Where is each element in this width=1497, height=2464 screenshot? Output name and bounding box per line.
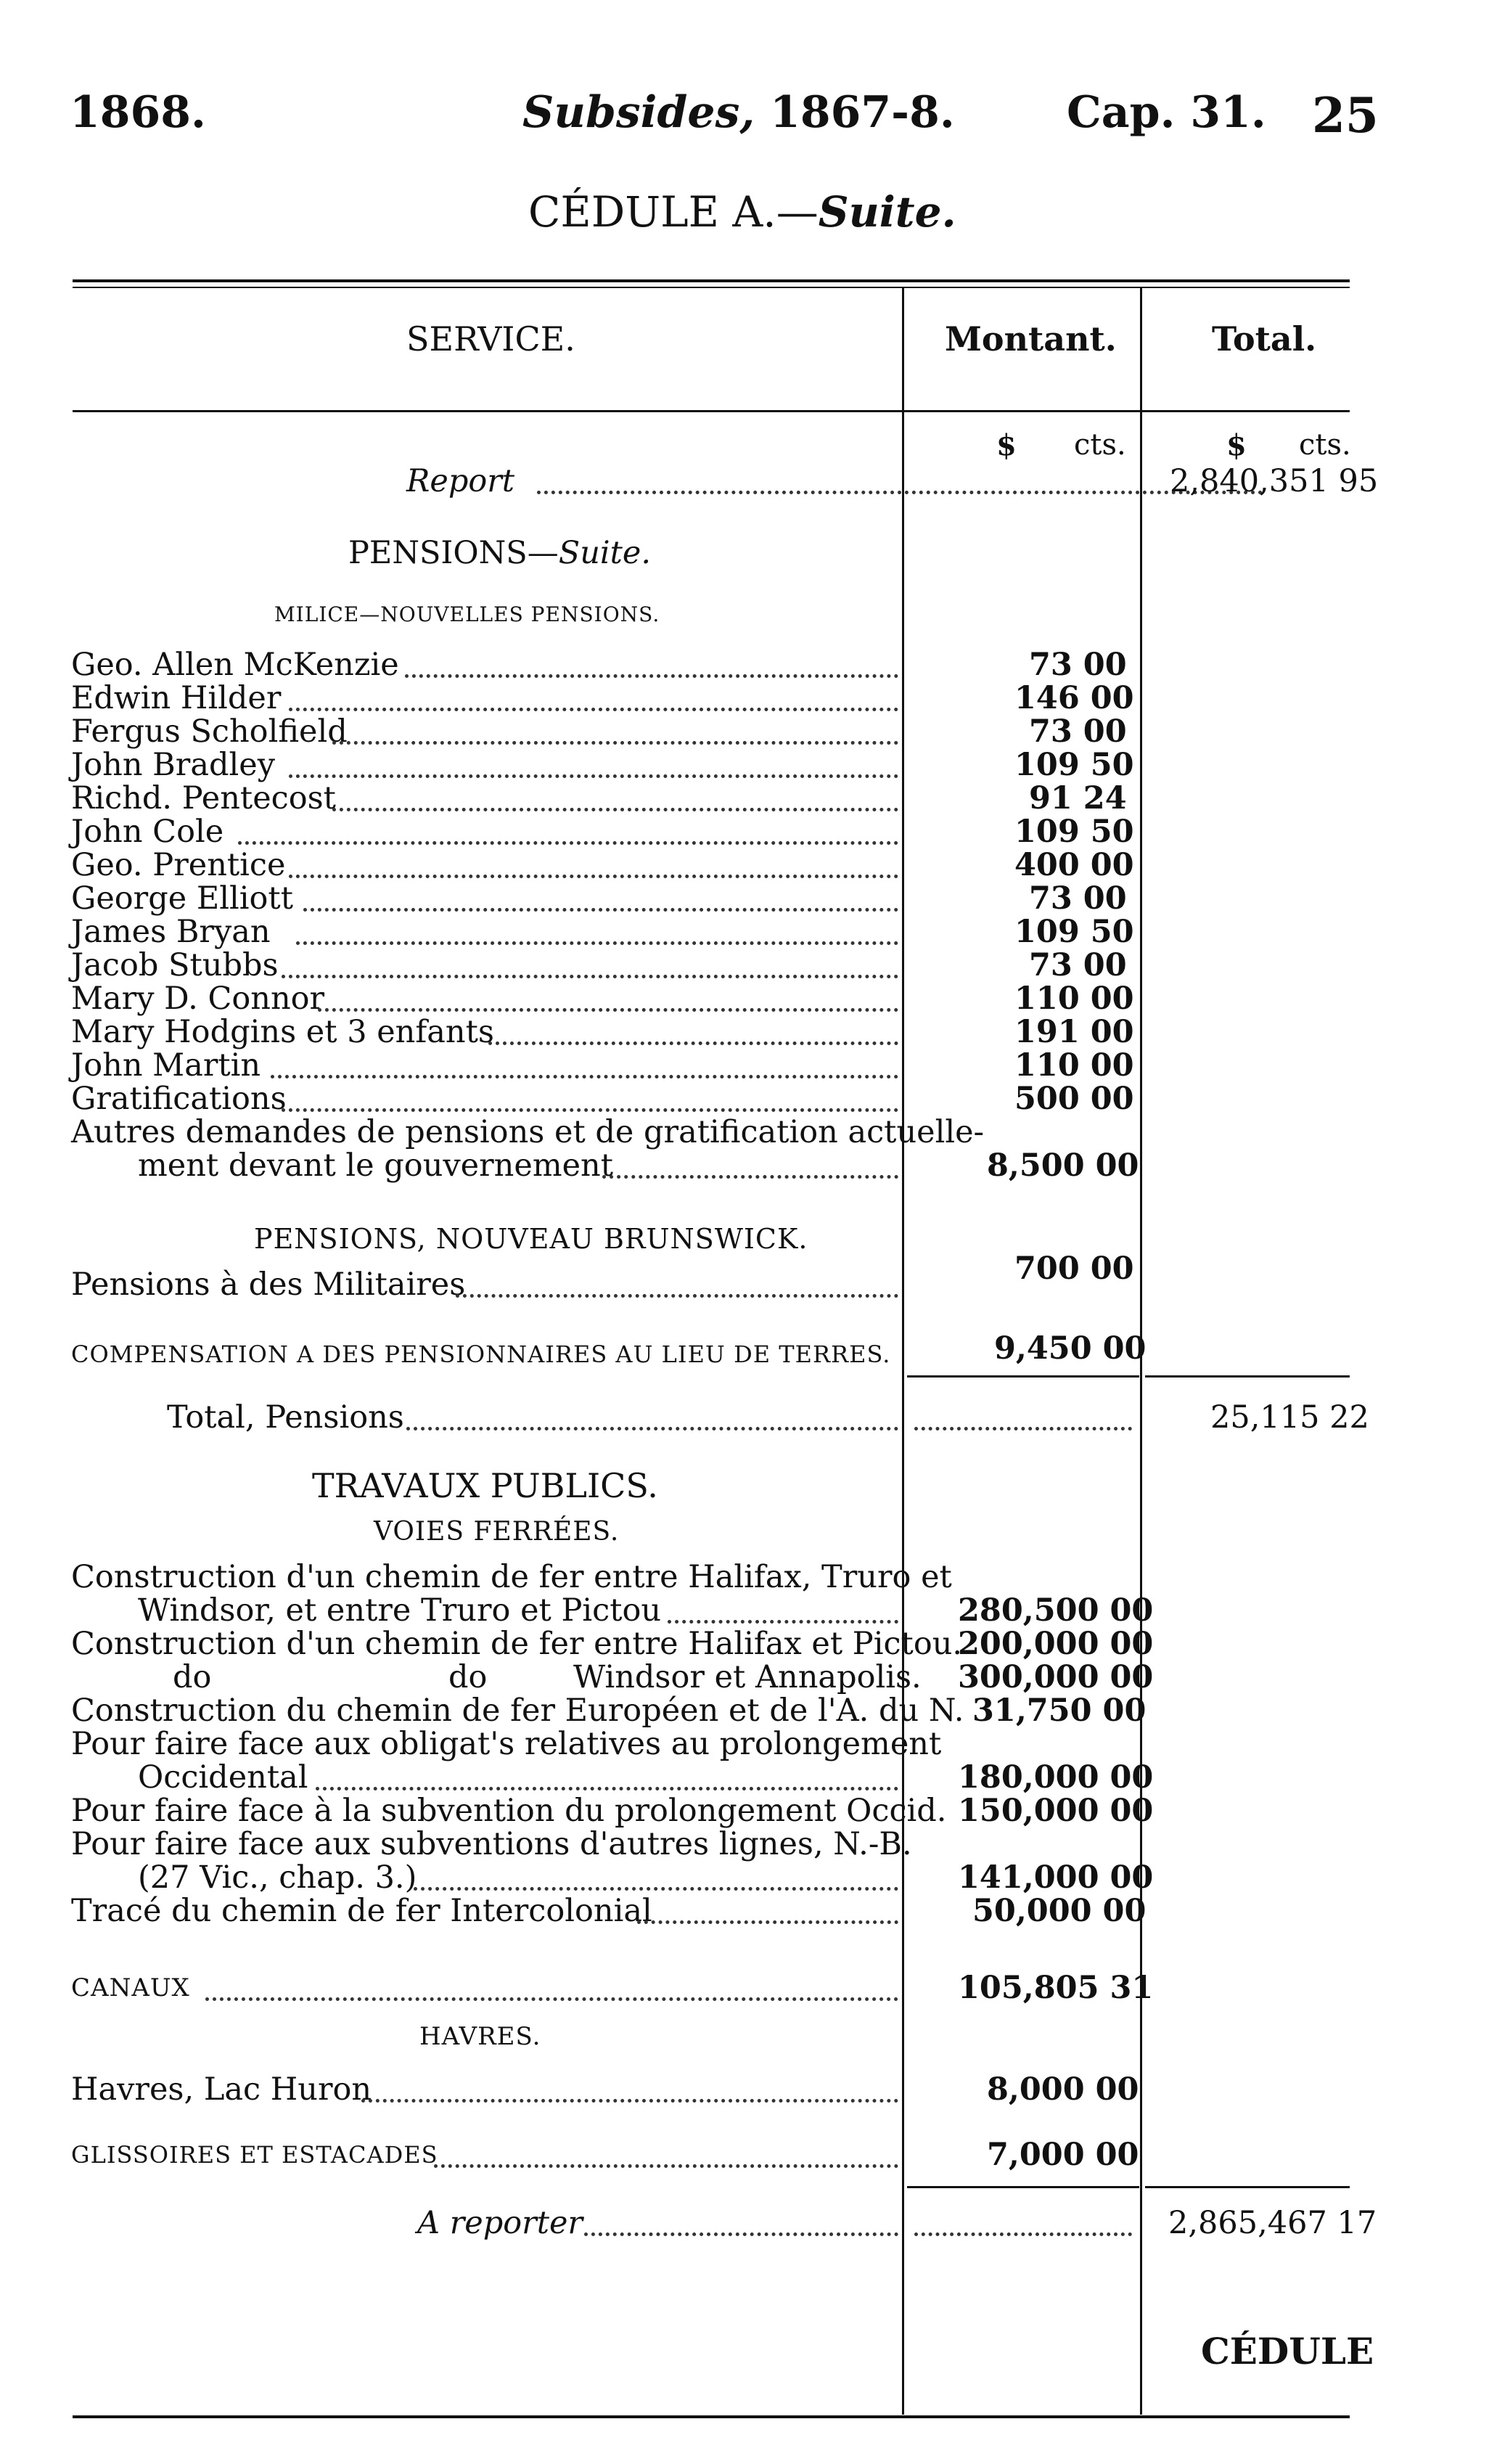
list-item: Construction du chemin de fer Européen et de l'A. du N.: [71, 1693, 964, 1729]
pension-amount: 400 00: [1014, 847, 1134, 883]
havres-label: Havres, Lac Huron: [71, 2071, 372, 2108]
compensation-amount: 9,450 00: [994, 1330, 1147, 1367]
running-title-years: 1867-8.: [770, 87, 955, 138]
leader-dots: [282, 975, 898, 978]
leader-dots: [271, 1075, 898, 1078]
autres-amount: 8,500 00: [987, 1147, 1139, 1184]
leader-dots: [332, 741, 898, 745]
militaires-label: Pensions à des Militaires: [71, 1266, 466, 1303]
list-item: [71, 1659, 922, 1695]
pension-amount: 91 24: [1029, 780, 1127, 816]
leader-dots: [205, 1997, 898, 2001]
leader-dots: [456, 1294, 898, 1298]
leader-dots: [405, 674, 898, 678]
list-item: [71, 682, 898, 715]
total-dollar-unit: $: [1226, 428, 1247, 462]
railway-amount: 200,000 00: [958, 1626, 1154, 1662]
schedule-title: [528, 187, 956, 237]
report-row: [406, 464, 1132, 498]
total-pensions-row: [167, 1401, 898, 1434]
pension-name: Mary D. Connor: [71, 981, 325, 1017]
pension-amount: 109 50: [1014, 914, 1134, 950]
schedule-title-suite: Suite.: [818, 187, 956, 237]
railway-amount: 300,000 00: [958, 1659, 1154, 1695]
railway-amount: 141,000 00: [958, 1859, 1154, 1896]
list-item: [71, 982, 898, 1015]
railway-amount: 180,000 00: [958, 1759, 1154, 1796]
column-header-montant: Montant.: [945, 319, 1117, 359]
list-item: Construction d'un chemin de fer entre Halifax et Pictou.: [71, 1626, 963, 1662]
leader-dots: [668, 1620, 898, 1624]
havres-row: [71, 2073, 898, 2106]
pension-amount: 73 00: [1029, 647, 1127, 683]
leader-dots: [289, 875, 898, 878]
list-item: [138, 1761, 898, 1794]
glissoires-row: [71, 2138, 898, 2172]
table-header-rule: [73, 410, 1350, 412]
list-item: [71, 715, 898, 748]
page-number: 25: [1312, 87, 1379, 144]
list-item: [71, 915, 898, 949]
railway-line2: Occidental: [138, 1759, 308, 1796]
pension-name: Edwin Hilder: [71, 680, 282, 716]
militaires-amount: 700 00: [1014, 1251, 1134, 1287]
total-sum-rule: [1145, 1375, 1350, 1378]
list-item: [71, 1049, 898, 1082]
travaux-publics-heading: TRAVAUX PUBLICS.: [312, 1466, 658, 1505]
railway-amount: 50,000 00: [972, 1893, 1147, 1929]
list-item: [138, 1594, 898, 1627]
nouveau-brunswick-heading: PENSIONS, NOUVEAU BRUNSWICK.: [254, 1223, 808, 1255]
total-pensions-label: Total, Pensions: [167, 1399, 404, 1436]
running-title-italic: Subsides,: [522, 87, 755, 138]
list-item: Pour faire face à la subvention du prolongement Occid.: [71, 1793, 947, 1829]
leader-dots: [537, 491, 1263, 494]
leader-dots: [914, 1427, 1132, 1430]
leader-dots: [296, 941, 898, 945]
voies-ferrees-heading: VOIES FERRÉES.: [374, 1517, 620, 1547]
pension-name: Geo. Allen McKenzie: [71, 647, 399, 683]
ditto-mark: do: [173, 1659, 212, 1695]
pension-name: Richd. Pentecost: [71, 780, 336, 816]
canaux-amount: 105,805 31: [958, 1970, 1154, 2006]
column-header-service: SERVICE.: [406, 319, 575, 359]
list-item: [71, 949, 898, 982]
schedule-title-main: CÉDULE A.—: [528, 187, 819, 237]
montant-sum-rule: [907, 1375, 1139, 1378]
canaux-label: CANAUX: [71, 1973, 190, 2002]
list-item: [71, 848, 898, 882]
canaux-row: [71, 1971, 898, 2005]
leader-dots: [914, 2232, 1132, 2236]
column-header-total: Total.: [1212, 319, 1317, 359]
pension-amount: 191 00: [1014, 1014, 1134, 1050]
pension-name: Mary Hodgins et 3 enfants: [71, 1014, 494, 1050]
page-year: 1868.: [70, 87, 206, 138]
pension-name: John Bradley: [71, 747, 275, 783]
total-cents-unit: cts.: [1299, 428, 1351, 462]
list-item: Construction d'un chemin de fer entre Halifax, Truro et: [71, 1559, 952, 1595]
list-item: [71, 648, 898, 682]
glissoires-amount: 7,000 00: [987, 2137, 1139, 2173]
pension-amount: 109 50: [1014, 814, 1134, 850]
list-item: [138, 1861, 898, 1894]
railway-line1: Tracé du chemin de fer Intercolonial: [71, 1893, 652, 1929]
chapter-number: Cap. 31.: [1067, 87, 1266, 138]
leader-dots: [637, 1920, 898, 1924]
pension-amount: 73 00: [1029, 880, 1127, 917]
pension-name: John Martin: [71, 1047, 261, 1084]
montant-cents-unit: cts.: [1074, 428, 1126, 462]
pensions-heading: [348, 535, 651, 571]
table-bottom-rule: [73, 2415, 1350, 2418]
list-item: [71, 748, 898, 782]
pension-amount: 109 50: [1014, 747, 1134, 783]
railway-line2: (27 Vic., chap. 3.): [138, 1859, 417, 1896]
railway-line2: Windsor, et entre Truro et Pictou: [138, 1592, 662, 1629]
list-item: [71, 882, 898, 915]
total-pensions-total: 25,115 22: [1210, 1399, 1369, 1436]
pensions-heading-main: PENSIONS—: [348, 535, 559, 571]
list-item: [71, 1015, 898, 1049]
leader-dots: [289, 774, 898, 778]
a-reporter-total: 2,865,467 17: [1168, 2205, 1377, 2241]
havres-amount: 8,000 00: [987, 2071, 1139, 2108]
pension-name: Fergus Scholfield: [71, 713, 348, 750]
pension-amount: 110 00: [1014, 981, 1134, 1017]
leader-dots: [238, 841, 898, 845]
pension-name: James Bryan: [71, 914, 271, 950]
pension-name: Jacob Stubbs: [71, 947, 279, 983]
railway-amount: 280,500 00: [958, 1592, 1154, 1629]
total-sum-rule: [1145, 2186, 1350, 2188]
leader-dots: [434, 2164, 898, 2168]
report-total: 2,840,351 95: [1170, 463, 1379, 499]
havres-heading: HAVRES.: [419, 2022, 541, 2051]
leader-dots: [414, 1887, 898, 1891]
montant-sum-rule: [907, 2186, 1139, 2188]
list-item: [71, 782, 898, 815]
ditto-mark: do: [448, 1659, 488, 1695]
table-top-rule-thin: [73, 287, 1350, 288]
pension-name: John Cole: [71, 814, 224, 850]
pension-amount: 73 00: [1029, 947, 1127, 983]
militaires-row: [71, 1268, 898, 1301]
a-reporter-row: [417, 2206, 898, 2240]
pension-name: George Elliott: [71, 880, 293, 917]
montant-dollar-unit: $: [996, 428, 1017, 462]
pension-amount: 500 00: [1014, 1081, 1134, 1117]
pension-name: Gratifications: [71, 1081, 287, 1117]
list-item: [71, 1082, 898, 1116]
leader-dots: [361, 2099, 898, 2103]
leader-dots: [318, 1008, 898, 1012]
railway-amount: 31,750 00: [972, 1693, 1147, 1729]
glissoires-label: GLISSOIRES ET ESTACADES: [71, 2141, 438, 2169]
railway-destination: Windsor et Annapolis.: [573, 1659, 922, 1695]
list-item: [71, 815, 898, 848]
compensation-label: COMPENSATION A DES PENSIONNAIRES AU LIEU DE TERRES.: [71, 1341, 891, 1368]
column-divider-1: [902, 288, 904, 2415]
pension-name: Geo. Prentice: [71, 847, 286, 883]
leader-dots: [303, 908, 898, 912]
leader-dots: [289, 708, 898, 711]
leader-dots: [602, 1175, 898, 1179]
leader-dots: [584, 2232, 898, 2236]
pensions-heading-suite: Suite.: [558, 535, 652, 571]
leader-dots: [406, 1427, 898, 1430]
report-label: Report: [406, 463, 515, 499]
table-top-rule: [73, 279, 1350, 282]
autres-line2: ment devant le gouvernement: [138, 1147, 614, 1184]
railway-amount: 150,000 00: [958, 1793, 1154, 1829]
milice-heading: MILICE—NOUVELLES PENSIONS.: [274, 602, 660, 626]
a-reporter-label: A reporter: [417, 2205, 583, 2241]
autres-line1: Autres demandes de pensions et de gratification actuelle-: [71, 1114, 985, 1150]
running-title: [522, 87, 955, 138]
leader-dots: [316, 1787, 898, 1790]
leader-dots: [488, 1041, 898, 1045]
leader-dots: [282, 1108, 898, 1112]
pension-amount: 146 00: [1014, 680, 1134, 716]
list-item: Pour faire face aux subventions d'autres lignes, N.-B.: [71, 1826, 912, 1862]
autres-row: [138, 1149, 898, 1182]
list-item: [71, 1894, 898, 1928]
footer-catchword: CÉDULE: [1201, 2330, 1374, 2373]
pension-amount: 73 00: [1029, 713, 1127, 750]
pension-amount: 110 00: [1014, 1047, 1134, 1084]
leader-dots: [332, 808, 898, 811]
list-item: Pour faire face aux obligat's relatives au prolongement: [71, 1726, 942, 1762]
